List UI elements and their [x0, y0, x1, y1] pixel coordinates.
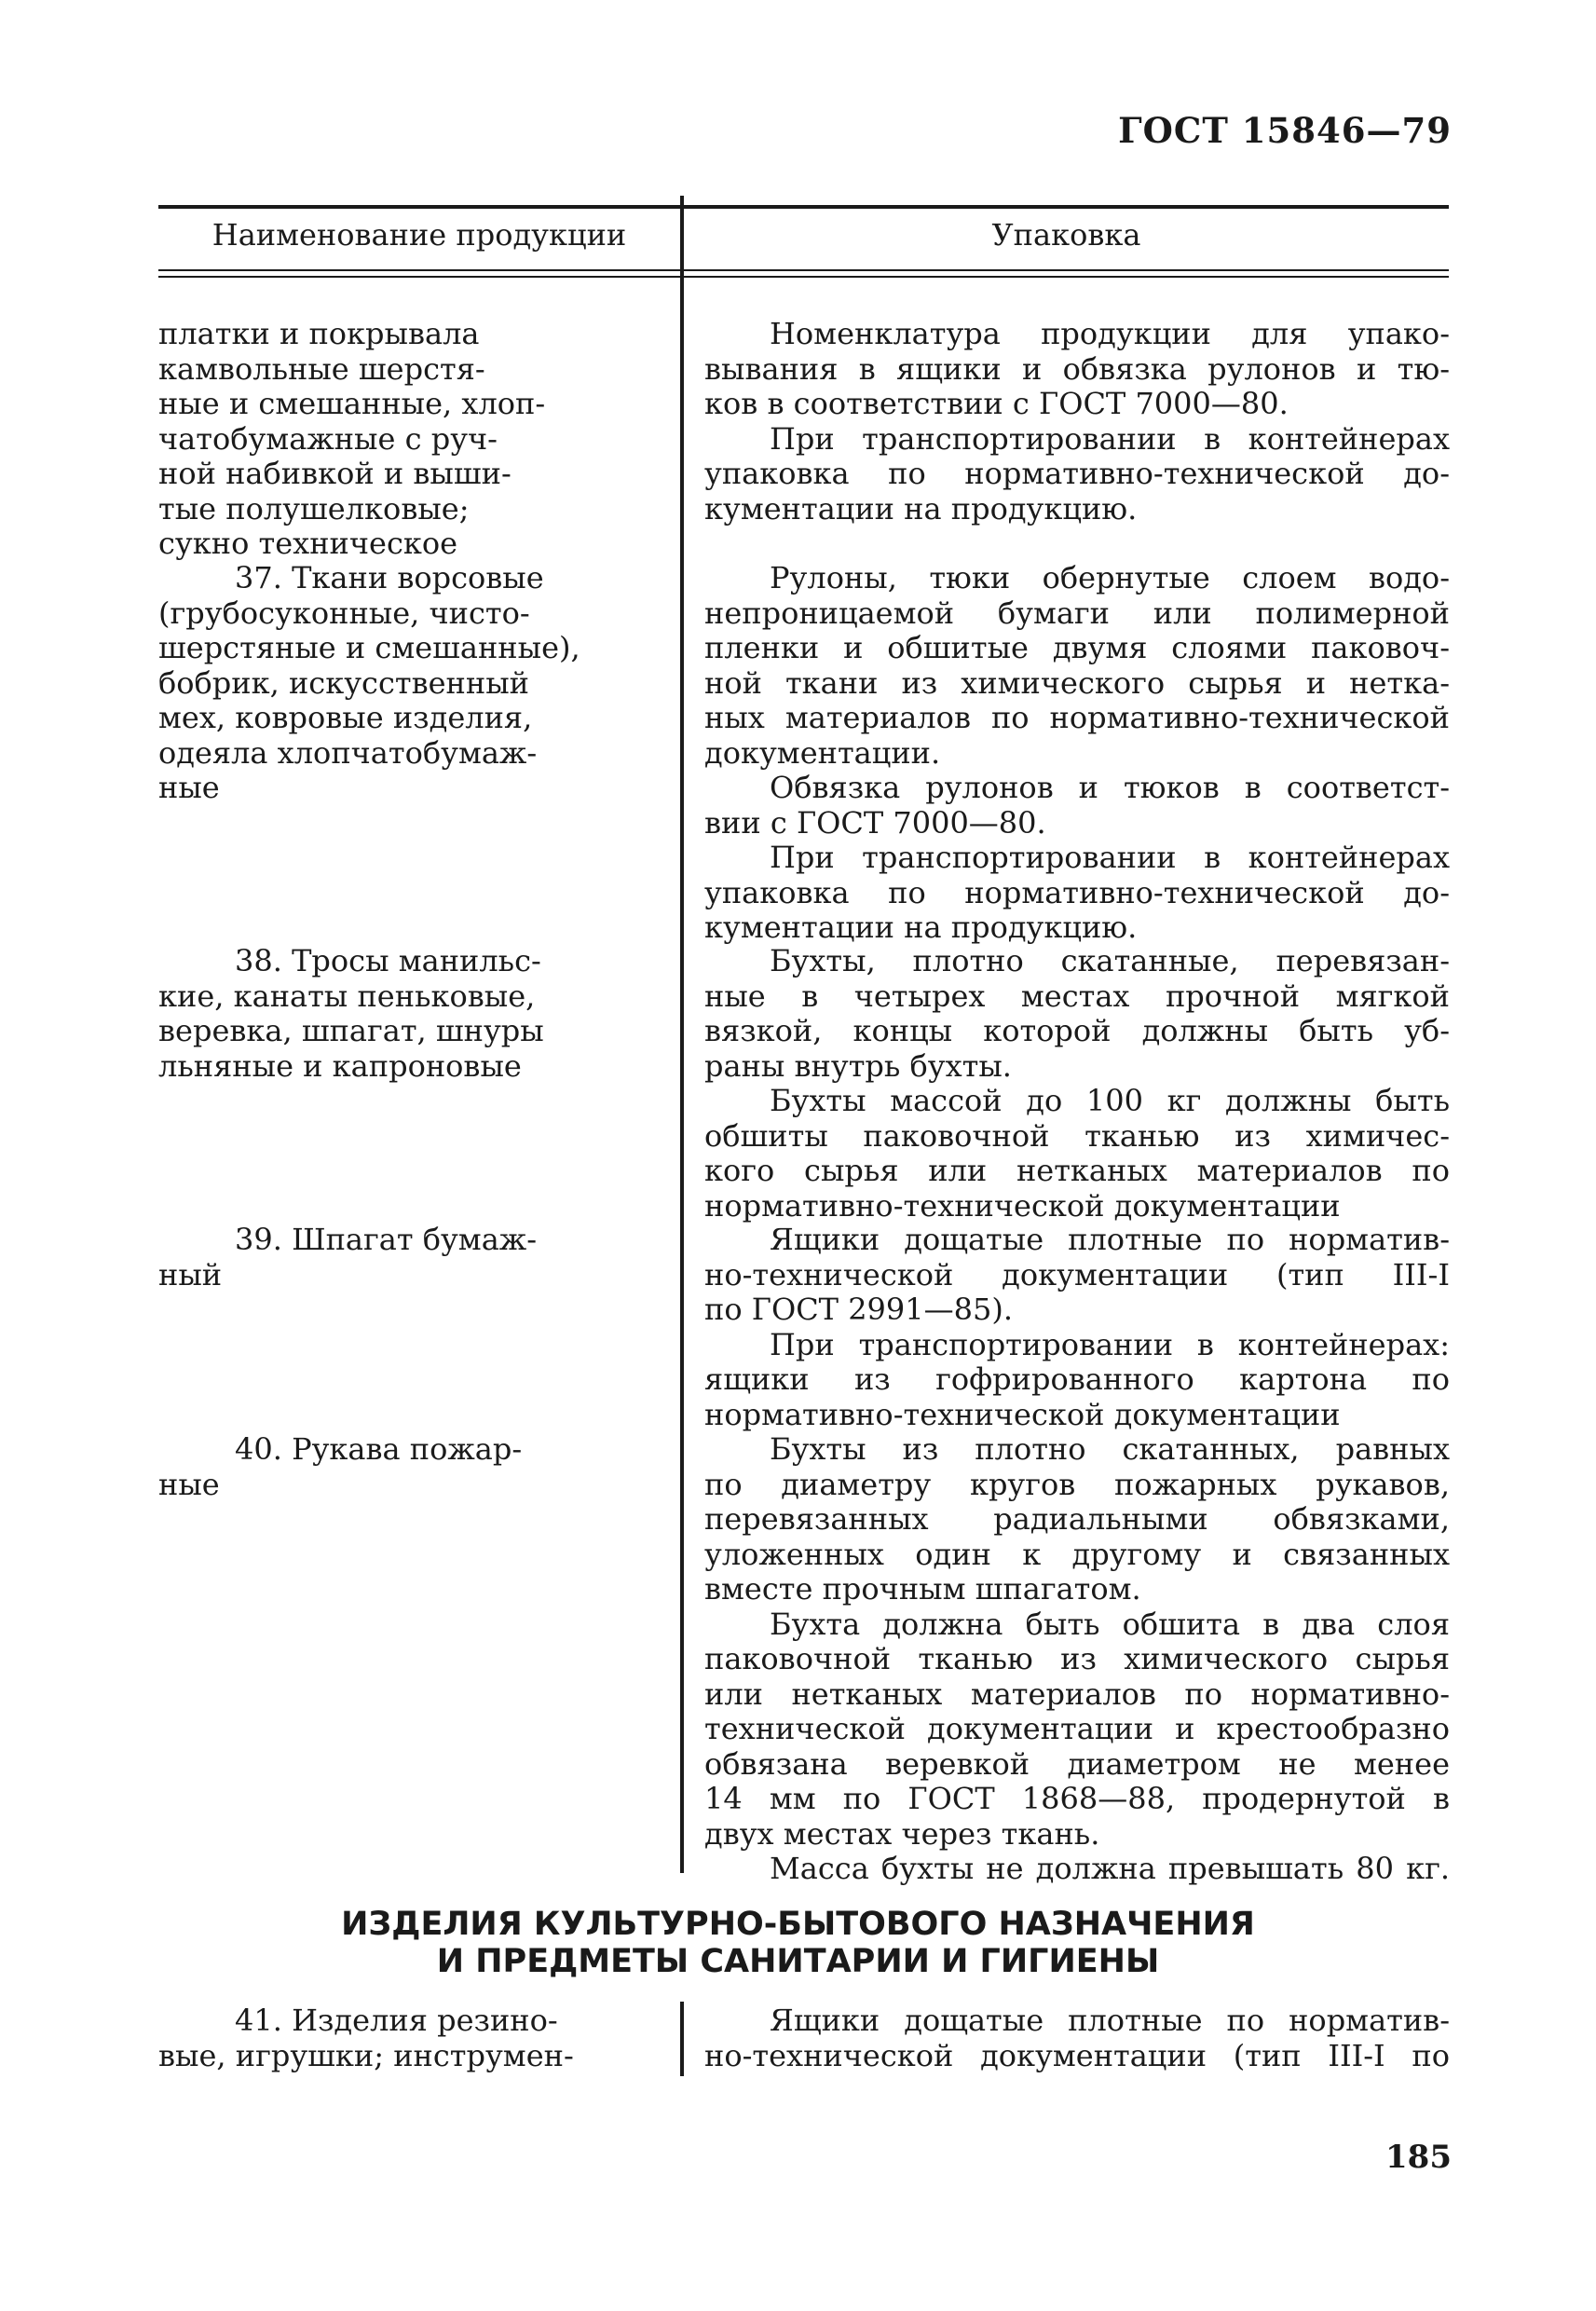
text-line: веревка, шпагат, шнуры — [158, 1013, 544, 1048]
text-line: вии с ГОСТ 7000—80. — [704, 804, 1046, 841]
section-packaging-cell — [704, 2003, 1450, 2073]
text-line: Обвязка рулонов и тюков в соответст- — [770, 770, 1450, 805]
text-line: по диаметру кругов пожарных рукавов, — [704, 1466, 1450, 1502]
text-line: Масса бухты не должна превышать 80 кг. — [770, 1851, 1450, 1886]
text-line: 40. Рукава пожар- — [235, 1431, 523, 1467]
text-line: Номенклатура продукции для упако- — [770, 316, 1450, 351]
text-line: При транспортировании в контейнерах — [770, 420, 1450, 457]
column-header-product: Наименование продукции — [211, 217, 627, 253]
table-head-rule-1 — [158, 269, 1449, 271]
text-line: технической документации и крестообразно — [704, 1711, 1450, 1746]
text-line: 39. Шпагат бумаж- — [235, 1222, 538, 1257]
text-line: кие, канаты пеньковые, — [158, 978, 536, 1014]
text-line: ков в соответствии с ГОСТ 7000—80. — [704, 386, 1289, 421]
text-line: ящики из гофрированного картона по — [704, 1361, 1450, 1397]
packaging-cell-row-39 — [704, 1223, 1450, 1432]
section-product-cell — [158, 2003, 606, 2073]
text-line: кументации на продукцию. — [704, 490, 1138, 526]
packaging-cell-row-40 — [704, 1432, 1450, 1887]
text-line: но-технической документации (тип III-I — [704, 1256, 1450, 1292]
column-divider — [680, 196, 684, 1873]
section-title-line: И ПРЕДМЕТЫ САНИТАРИИ И ГИГИЕНЫ — [436, 1943, 1160, 1980]
packaging-cell-row-38 — [704, 944, 1450, 1224]
text-line: ной ткани из химического сырья и нетка- — [704, 664, 1450, 701]
product-cell-row-37 — [158, 561, 580, 806]
text-line: камвольные шерстя- — [158, 350, 485, 387]
text-line: Ящики дощатые плотные по норматив- — [770, 2003, 1450, 2038]
text-line: шерстяные и смешанные), — [158, 630, 580, 665]
text-line: тые полушелковые; — [158, 490, 470, 526]
text-line: документации. — [704, 734, 941, 771]
text-line: пленки и обшитые двумя слоями паковоч- — [704, 630, 1450, 665]
product-cell-row-39 — [158, 1223, 537, 1292]
table-top-rule — [158, 205, 1449, 209]
product-cell-row-40 — [158, 1432, 522, 1502]
text-line: ные — [158, 770, 220, 805]
text-line: кументации на продукцию. — [704, 909, 1138, 945]
text-line: Бухты из плотно скатанных, равных — [770, 1431, 1450, 1467]
text-line: упаковка по нормативно-технической до- — [704, 874, 1450, 910]
text-line: обшиты паковочной тканью из химичес- — [704, 1117, 1450, 1154]
text-line: уложенных один к другому и связанных — [704, 1536, 1450, 1572]
packaging-cell-row-1 — [704, 317, 1450, 526]
text-line: вязкой, концы которой должны быть уб- — [704, 1013, 1450, 1048]
text-line: вместе прочным шпагатом. — [704, 1571, 1141, 1607]
text-line: непроницаемой бумаги или полимерной — [704, 595, 1450, 631]
text-line: Рулоны, тюки обернутые слоем водо- — [770, 560, 1450, 595]
section-title — [0, 1906, 1596, 1980]
text-line: 38. Тросы манильс- — [235, 943, 541, 978]
section-title-line: ИЗДЕЛИЯ КУЛЬТУРНО-БЫТОВОГО НАЗНАЧЕНИЯ — [341, 1906, 1255, 1943]
text-line: по ГОСТ 2991—85). — [704, 1292, 1013, 1327]
text-line: вывания в ящики и обвязка рулонов и тю- — [704, 350, 1450, 387]
text-line: При транспортировании в контейнерах: — [770, 1326, 1450, 1362]
text-line: но-технической документации (тип III-I по — [704, 2037, 1450, 2073]
text-line: При транспортировании в контейнерах — [770, 840, 1450, 875]
product-cell-row-1 — [158, 317, 545, 562]
text-line: ные — [158, 1466, 220, 1502]
text-line: Бухты, плотно скатанные, перевязан- — [770, 943, 1450, 978]
text-line: сукно техническое — [158, 526, 458, 561]
text-line: 37. Ткани ворсовые — [235, 560, 544, 595]
column-header-packaging: Упаковка — [991, 217, 1141, 253]
text-line: ный — [158, 1256, 223, 1292]
text-line: ные и смешанные, хлоп- — [158, 386, 546, 421]
text-line: Бухта должна быть обшита в два слоя — [770, 1606, 1450, 1642]
text-line: паковочной тканью из химического сырья — [704, 1641, 1450, 1676]
text-line: одеяла хлопчатобумаж- — [158, 734, 538, 771]
text-line: мех, ковровые изделия, — [158, 700, 533, 735]
text-line: раны внутрь бухты. — [704, 1047, 1012, 1084]
text-line: ные в четырех местах прочной мягкой — [704, 978, 1450, 1014]
text-line: вые, игрушки; инструмен- — [158, 2037, 574, 2073]
text-line: бобрик, искусственный — [158, 664, 529, 701]
text-line: чатобумажные с руч- — [158, 420, 498, 457]
table-head-rule-2 — [158, 276, 1449, 278]
text-line: упаковка по нормативно-технической до- — [704, 456, 1450, 491]
text-line: 41. Изделия резино- — [235, 2003, 558, 2038]
text-line: льняные и капроновые — [158, 1047, 522, 1084]
text-line: ных материалов по нормативно-технической — [704, 700, 1450, 735]
text-line: Бухты массой до 100 кг должны быть — [770, 1083, 1450, 1118]
text-line: обвязана веревкой диаметром не менее — [704, 1745, 1450, 1782]
text-line: ной набивкой и выши- — [158, 456, 512, 491]
text-line: двух местах через ткань. — [704, 1815, 1100, 1852]
packaging-cell-row-37 — [704, 561, 1450, 946]
text-line: Ящики дощатые плотные по норматив- — [770, 1222, 1450, 1257]
product-cell-row-38 — [158, 944, 544, 1084]
text-line: нормативно-технической документации — [704, 1187, 1341, 1224]
text-line: перевязанных радиальными обвязками, — [704, 1501, 1450, 1537]
text-line: 14 мм по ГОСТ 1868—88, продернутой в — [704, 1781, 1450, 1816]
text-line: (грубосуконные, чисто- — [158, 595, 530, 631]
text-line: кого сырья или нетканых материалов по — [704, 1153, 1450, 1188]
text-line: платки и покрывала — [158, 316, 480, 351]
standard-code: ГОСТ 15846—79 — [1118, 110, 1452, 151]
page-number: 185 — [1385, 2139, 1452, 2176]
section-column-divider — [680, 2002, 684, 2076]
text-line: или нетканых материалов по нормативно- — [704, 1675, 1450, 1712]
text-line: нормативно-технической документации — [704, 1396, 1341, 1432]
